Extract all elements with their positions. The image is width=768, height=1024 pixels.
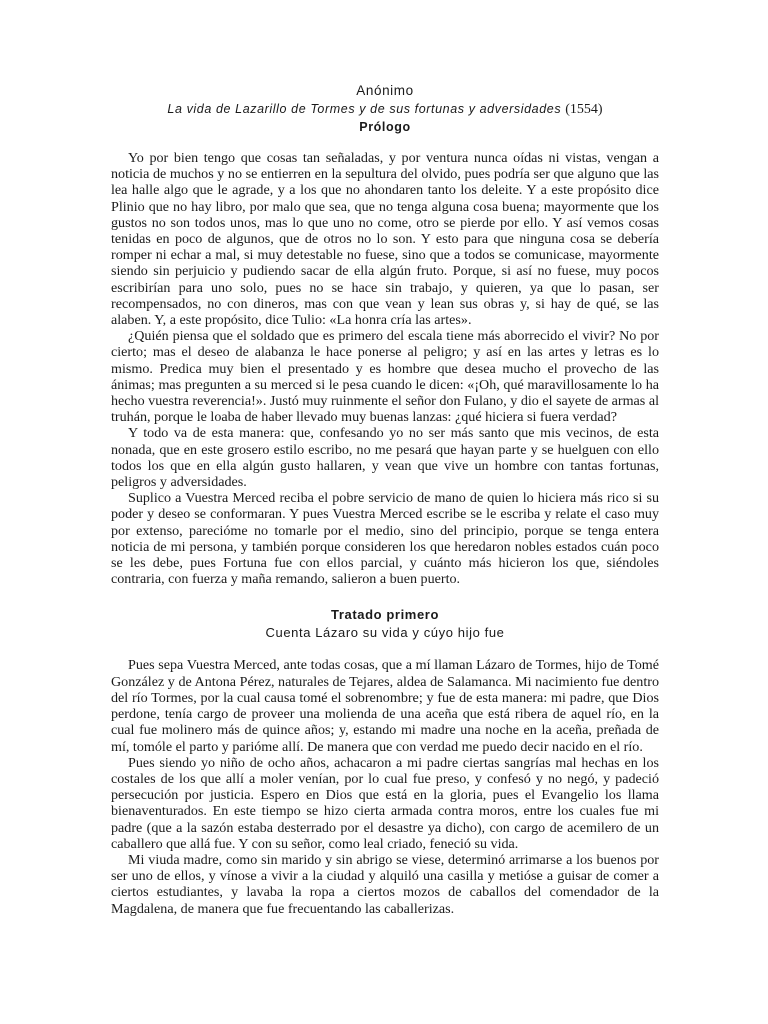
publication-year: (1554): [565, 102, 603, 117]
tratado-body: [111, 657, 659, 916]
chapter-title: Tratado primero: [331, 607, 439, 623]
prologo-body: [111, 150, 659, 587]
paragraph: Yo por bien tengo que cosas tan señaladas, y por ventura nunca oídas ni vistas, vengan a noticia de muchos y no se entierren en la sepultura del olvido, pues podría ser que alguno que las lea halle algo que le agrade, y a los que no ahondaren tanto los deleite. Y a este propósito dice Plinio que no hay libro, por malo que sea, que no tenga alguna cosa buena; mayormente que los gustos no son todos unos, mas lo que uno no come, otro se pierde por ello. Y así vemos cosas tenidas en poco de algunos, que de otros no lo son. Y esto para que ninguna cosa se debería romper ni echar a mal, si muy detestable no fuese, sino que a todos se comunicase, mayormente siendo sin perjuicio y pudiendo sacar de ella algún fruto. Porque, si así no fuese, muy pocos escribirían para uno solo, pues no se hace sin trabajo, y quieren, ya que lo pasan, ser recompensados, no con dineros, mas con que vean y lean sus obras y, si hay de qué, se las alaben. Y, a este propósito, dice Tulio: «La honra cría las artes».: [111, 150, 659, 329]
book-title-line: [111, 101, 659, 118]
book-title: La vida de Lazarillo de Tormes y de sus fortunas y adversidades: [167, 102, 562, 116]
paragraph: ¿Quién piensa que el soldado que es primero del escala tiene más aborrecido el vivir? No por cierto; mas el deseo de alabanza le hace ponerse al peligro; y así en las artes y letras es lo mismo. Predica muy bien el presentado y es hombre que desea mucho el provecho de las ánimas; mas pregunten a su merced si le pesa cuando le dicen: «¡Oh, qué maravillosamente lo ha hecho vuestra reverencia!». Justó muy ruinmente el señor don Fulano, y dio el sayete de armas al truhán, porque le loaba de haber llevado muy buenas lanzas: ¿qué hiciera si fuera verdad?: [111, 328, 659, 426]
author-heading: Anónimo: [356, 83, 414, 98]
paragraph: Suplico a Vuestra Merced reciba el pobre servicio de mano de quien lo hiciera más rico si su poder y deseo se conformaran. Y pues Vuestra Merced escribe se le escriba y relate el caso muy por extenso, parecióme no tomarle por el medio, sino del principio, porque se tenga entera noticia de mi persona, y también porque consideren los que heredaron nobles estados cuán poco se les debe, pues Fortuna fue con ellos parcial, y cuánto más hicieron los que, siéndoles contraria, con fuerza y maña remando, salieron a buen puerto.: [111, 490, 659, 588]
section-heading-prologo: Prólogo: [359, 120, 411, 134]
document-page: [111, 82, 659, 917]
chapter-heading: [111, 606, 659, 641]
paragraph: Pues siendo yo niño de ocho años, achacaron a mi padre ciertas sangrías mal hechas en los costales de los que allí a moler venían, por lo cual fue preso, y confesó y no negó, y padeció persecución por justicia. Espero en Dios que está en la gloria, pues el Evangelio los llama bienaventurados. En este tiempo se hizo cierta armada contra moros, entre los cuales fue mi padre (que a la sazón estaba desterrado por el desastre ya dicho), con cargo de acemilero de un caballero que allá fue. Y con su señor, como leal criado, feneció su vida.: [111, 754, 659, 852]
paragraph: Mi viuda madre, como sin marido y sin abrigo se viese, determinó arrimarse a los buenos por ser uno de ellos, y vínose a vivir a la ciudad y alquiló una casilla y metióse a guisar de comer a ciertos estudiantes, y lavaba la ropa a ciertos mozos de caballos del comendador de la Magdalena, de manera que fue frecuentando las caballerizas.: [111, 851, 659, 917]
chapter-subtitle: Cuenta Lázaro su vida y cúyo hijo fue: [265, 625, 505, 641]
paragraph: Pues sepa Vuestra Merced, ante todas cosas, que a mí llaman Lázaro de Tormes, hijo de Tomé González y de Antona Pérez, naturales de Tejares, aldea de Salamanca. Mi nacimiento fue dentro del río Tormes, por la cual causa tomé el sobrenombre; y fue de esta manera: mi padre, que Dios perdone, tenía cargo de proveer una molienda de una aceña que está ribera de aquel río, en la cual fue molinero más de quince años; y, estando mi madre una noche en la aceña, preñada de mí, tomóle el parto y parióme allí. De manera que con verdad me puedo decir nacido en el río.: [111, 657, 659, 755]
paragraph: Y todo va de esta manera: que, confesando yo no ser más santo que mis vecinos, de esta nonada, que en este grosero estilo escribo, no me pesará que hayan parte y se huelguen con ello todos los que en ella algún gusto hallaren, y vean que vive un hombre con tantas fortunas, peligros y adversidades.: [111, 425, 659, 491]
